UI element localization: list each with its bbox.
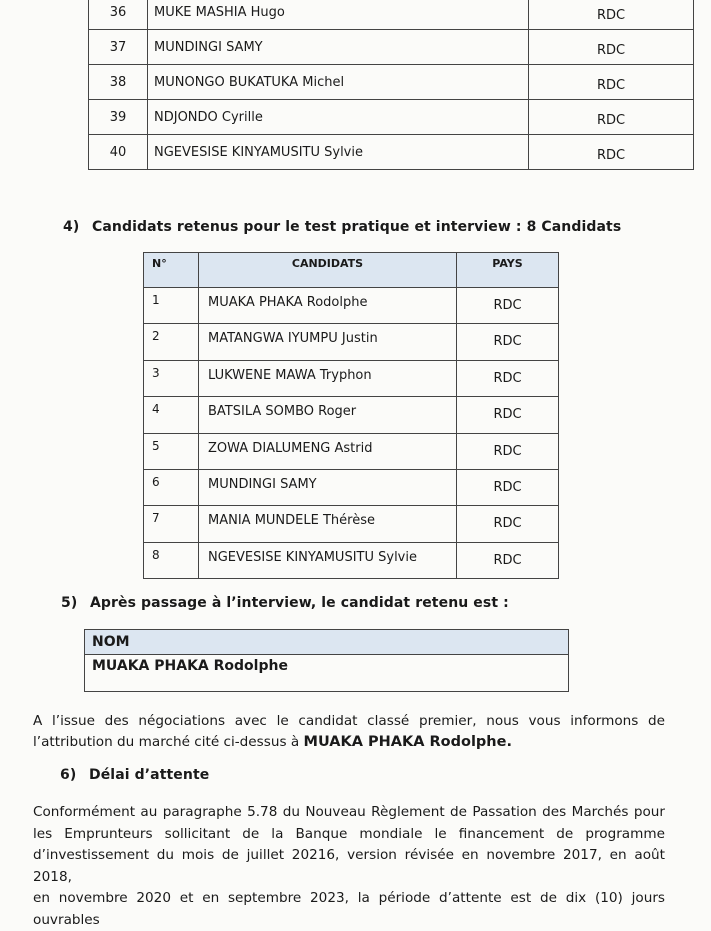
paragraph-line: d’investissement du mois de juillet 20216, version révisée en novembre 2017, en août 2018, — [33, 847, 665, 885]
section-4-heading — [63, 219, 621, 235]
candidate-country: RDC — [457, 469, 559, 505]
candidate-name: MUNDINGI SAMY — [199, 469, 457, 505]
table-row — [144, 360, 559, 396]
awarded-candidate-name: MUAKA PHAKA Rodolphe. — [303, 734, 512, 750]
candidate-country: RDC — [457, 542, 559, 578]
candidate-country: RDC — [457, 360, 559, 396]
candidate-name: MUKE MASHIA Hugo — [148, 0, 529, 30]
candidate-name: BATSILA SOMBO Roger — [199, 397, 457, 433]
section-6-number: 6) — [60, 767, 77, 783]
candidate-country: RDC — [457, 506, 559, 542]
candidate-name: ZOWA DIALUMENG Astrid — [199, 433, 457, 469]
candidate-name: MATANGWA IYUMPU Justin — [199, 324, 457, 360]
candidate-country: RDC — [529, 135, 694, 170]
retained-candidate-name: MUAKA PHAKA Rodolphe — [92, 658, 288, 674]
candidate-country: RDC — [529, 100, 694, 135]
table-row — [144, 469, 559, 505]
candidate-name: MUNDINGI SAMY — [148, 30, 529, 65]
paragraph-line: les Emprunteurs sollicitant de la Banque mondiale le financement de programme — [33, 825, 665, 842]
section-5-title: Après passage à l’interview, le candidat retenu est : — [89, 595, 509, 611]
award-line-1: A l’issue des négociations avec le candidat classé premier, nous vous informons de — [33, 713, 665, 729]
candidate-number: 8 — [144, 542, 199, 578]
shortlisted-candidates-table — [143, 252, 559, 579]
candidate-number: 37 — [89, 30, 148, 65]
previous-candidates-table — [88, 0, 694, 170]
candidate-number: 7 — [144, 506, 199, 542]
table-row — [89, 135, 694, 170]
retained-candidate-box — [84, 629, 569, 692]
candidate-name: NGEVESISE KINYAMUSITU Sylvie — [148, 135, 529, 170]
section-4-title: Candidats retenus pour le test pratique et interview : 8 Candidats — [91, 219, 622, 235]
candidate-country: RDC — [457, 433, 559, 469]
candidate-number: 5 — [144, 433, 199, 469]
candidate-name: NGEVESISE KINYAMUSITU Sylvie — [199, 542, 457, 578]
candidate-country: RDC — [457, 324, 559, 360]
candidate-country: RDC — [529, 65, 694, 100]
section-5-number: 5) — [61, 595, 78, 611]
candidate-name: LUKWENE MAWA Tryphon — [199, 360, 457, 396]
candidate-number: 36 — [89, 0, 148, 30]
candidate-number: 4 — [144, 397, 199, 433]
standstill-paragraph — [33, 802, 665, 931]
table-row — [89, 65, 694, 100]
award-line-2 — [33, 732, 512, 754]
table-row — [144, 288, 559, 324]
candidate-number: 2 — [144, 324, 199, 360]
table-row — [144, 324, 559, 360]
candidate-number: 39 — [89, 100, 148, 135]
header-country: PAYS — [457, 253, 559, 288]
paragraph-line: en novembre 2020 et en septembre 2023, la période d’attente est de dix (10) jours ouvrables — [33, 890, 665, 928]
candidate-number: 3 — [144, 360, 199, 396]
candidate-country: RDC — [529, 30, 694, 65]
section-4-number: 4) — [63, 219, 80, 235]
retained-box-header: NOM — [85, 630, 568, 655]
table-row — [144, 433, 559, 469]
candidate-number: 40 — [89, 135, 148, 170]
section-6-title: Délai d’attente — [88, 767, 210, 783]
award-line-2-text: l’attribution du marché cité ci-dessus à — [33, 734, 304, 750]
candidate-number: 38 — [89, 65, 148, 100]
table-row — [89, 30, 694, 65]
table-row — [144, 542, 559, 578]
candidate-number: 1 — [144, 288, 199, 324]
candidate-name: NDJONDO Cyrille — [148, 100, 529, 135]
table-row — [89, 100, 694, 135]
candidate-country: RDC — [529, 0, 694, 30]
section-5-heading — [61, 595, 509, 611]
header-candidates: CANDIDATS — [199, 253, 457, 288]
table-row — [144, 506, 559, 542]
paragraph-line: Conformément au paragraphe 5.78 du Nouveau Règlement de Passation des Marchés pour — [33, 804, 665, 820]
candidate-name: MUNONGO BUKATUKA Michel — [148, 65, 529, 100]
header-number: N° — [144, 253, 199, 288]
table-header-row — [144, 253, 559, 288]
section-6-heading — [60, 767, 209, 783]
candidate-name: MANIA MUNDELE Thérèse — [199, 506, 457, 542]
candidate-country: RDC — [457, 397, 559, 433]
candidate-name: MUAKA PHAKA Rodolphe — [199, 288, 457, 324]
candidate-country: RDC — [457, 288, 559, 324]
table-row — [89, 0, 694, 30]
candidate-number: 6 — [144, 469, 199, 505]
table-row — [144, 397, 559, 433]
